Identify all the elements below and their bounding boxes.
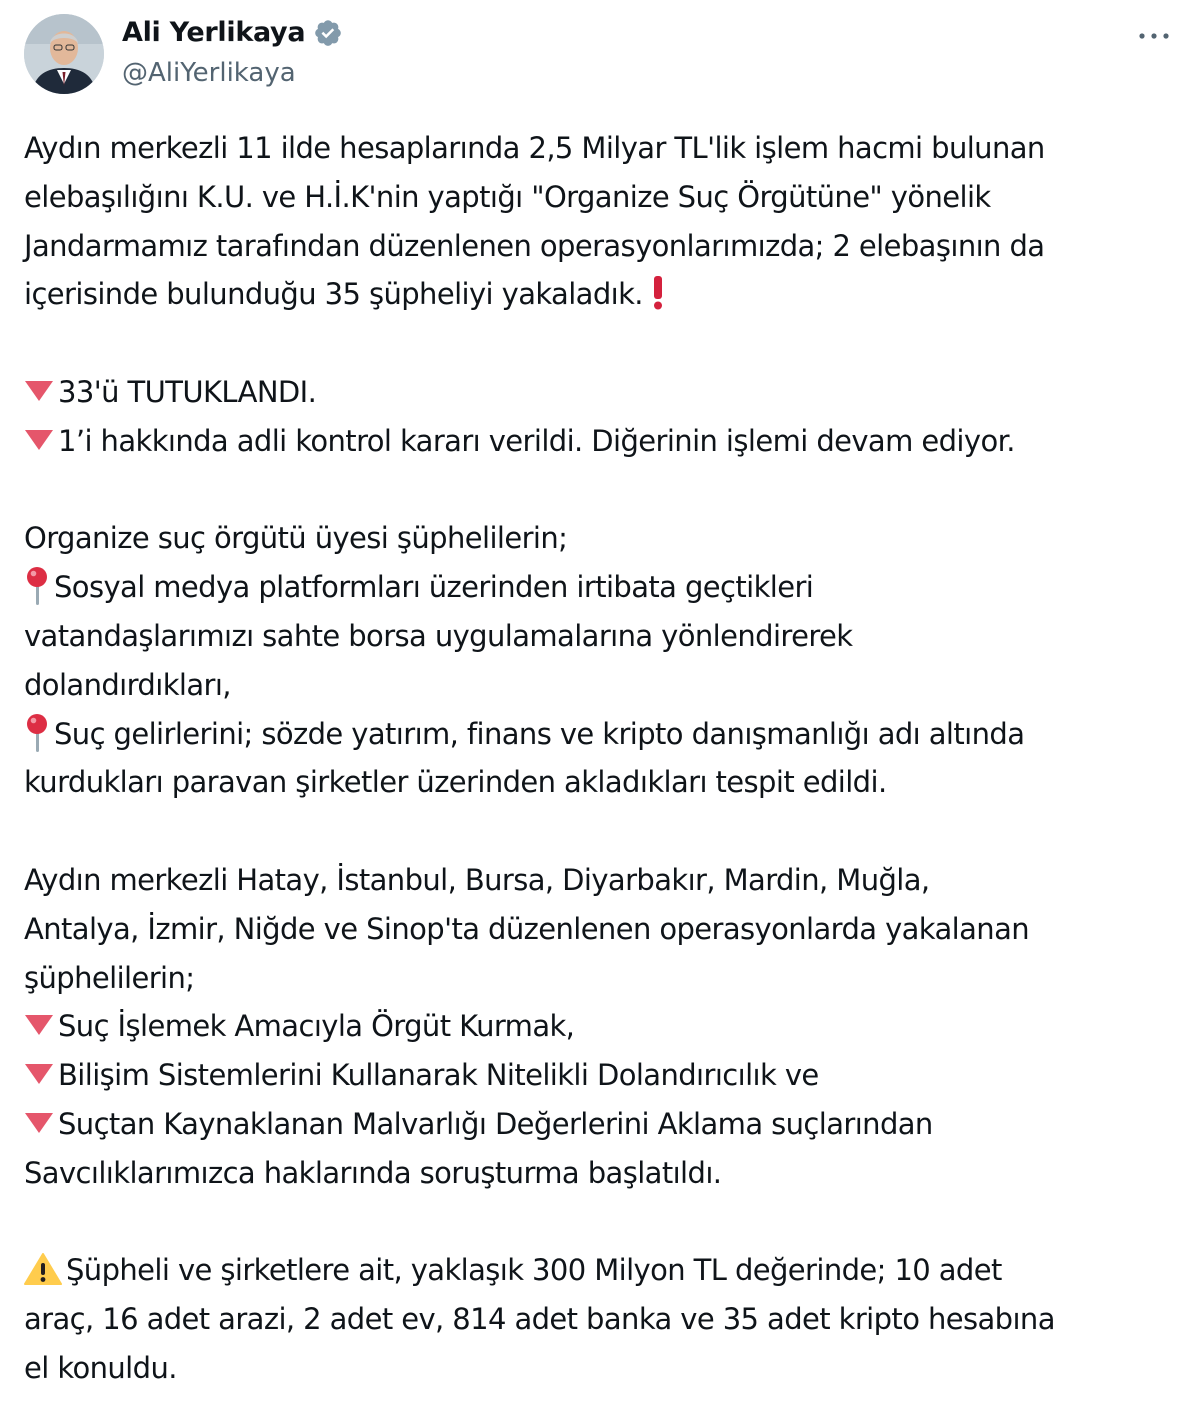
round-pushpin-icon xyxy=(24,713,50,753)
text-segment: Suç İşlemek Amacıyla Örgüt Kurmak, xyxy=(58,1009,575,1044)
red-triangle-down-icon xyxy=(24,380,54,402)
author-avatar[interactable] xyxy=(24,14,104,94)
text-segment: Sosyal medya platformları üzerinden irtibata geçtikleri xyxy=(54,570,814,605)
verified-badge-icon xyxy=(313,18,343,48)
text-line: Antalya, İzmir, Niğde ve Sinop'ta düzenlenen operasyonlarda yakalanan xyxy=(24,911,1030,946)
text-line: kurdukları paravan şirketler üzerinden akladıkları tespit edildi. xyxy=(24,765,887,800)
text-line-with-emoji xyxy=(24,1002,1180,1051)
more-options-button[interactable] xyxy=(1136,24,1172,48)
text-line-with-emoji xyxy=(24,368,1180,417)
text-segment: Suçtan Kaynaklanan Malvarlığı Değerlerini Aklama suçlarından xyxy=(58,1106,933,1141)
text-line: el konuldu. xyxy=(24,1350,177,1385)
tweet-header xyxy=(24,14,1176,98)
more-horizontal-icon xyxy=(1138,32,1170,40)
text-line: Jandarmamız tarafından düzenlenen operasyonlarımızda; 2 elebaşının da xyxy=(24,228,1045,263)
author-name-row xyxy=(122,16,343,50)
red-triangle-down-icon xyxy=(24,429,54,451)
spacer xyxy=(24,807,1180,856)
text-segment: 33'ü TUTUKLANDI. xyxy=(58,374,317,409)
text-line: Aydın merkezli 11 ilde hesaplarında 2,5 Milyar TL'lik işlem hacmi bulunan xyxy=(24,131,1045,165)
text-line: şüphelilerin; xyxy=(24,960,195,995)
text-line: elebaşılığını K.U. ve H.İ.K'nin yaptığı "Organize Suç Örgütüne" yönelik xyxy=(24,179,991,214)
text-segment: Şüpheli ve şirketlere ait, yaklaşık 300 Milyon TL değerinde; 10 adet xyxy=(66,1253,1002,1288)
text-line-with-emoji xyxy=(24,563,1180,612)
text-segment: Bilişim Sistemlerini Kullanarak Nitelikli Dolandırıcılık ve xyxy=(58,1058,819,1093)
text-line: Savcılıklarımızca haklarında soruşturma başlatıldı. xyxy=(24,1155,722,1190)
text-segment: Suç gelirlerini; sözde yatırım, finans ve kripto danışmanlığı adı altında xyxy=(54,716,1025,751)
exclamation-icon xyxy=(651,276,665,310)
red-triangle-down-icon xyxy=(24,1014,54,1036)
author-display-name[interactable]: Ali Yerlikaya xyxy=(122,17,306,48)
text-line-with-emoji xyxy=(24,417,1180,466)
text-line: Aydın merkezli Hatay, İstanbul, Bursa, Diyarbakır, Mardin, Muğla, xyxy=(24,862,930,897)
text-line: araç, 16 adet arazi, 2 adet ev, 814 adet banka ve 35 adet kripto hesabına xyxy=(24,1302,1055,1337)
text-line-with-emoji xyxy=(24,1051,1180,1100)
spacer xyxy=(24,1198,1180,1247)
text-segment: 1’i hakkında adli kontrol kararı verildi. Diğerinin işlemi devam ediyor. xyxy=(58,423,1015,458)
tweet-text xyxy=(24,124,1180,1393)
spacer xyxy=(24,466,1180,515)
text-line-with-emoji xyxy=(24,710,1180,759)
text-line: vatandaşlarımızı sahte borsa uygulamalarına yönlendirerek xyxy=(24,618,853,653)
top-clip xyxy=(0,0,1200,6)
warning-icon xyxy=(24,1252,62,1286)
round-pushpin-icon xyxy=(24,566,50,606)
text-line-with-emoji xyxy=(24,1100,1180,1149)
author-handle[interactable]: @AliYerlikaya xyxy=(122,58,296,88)
avatar-photo-icon xyxy=(24,14,104,94)
text-line: Organize suç örgütü üyesi şüphelilerin; xyxy=(24,521,568,556)
spacer xyxy=(24,319,1180,368)
text-line: dolandırdıkları, xyxy=(24,667,231,702)
red-triangle-down-icon xyxy=(24,1063,54,1085)
text-line-with-emoji xyxy=(24,1246,1180,1295)
text-segment: içerisinde bulunduğu 35 şüpheliyi yakaladık. xyxy=(24,277,643,312)
red-triangle-down-icon xyxy=(24,1112,54,1134)
text-line-with-emoji xyxy=(24,270,1180,319)
